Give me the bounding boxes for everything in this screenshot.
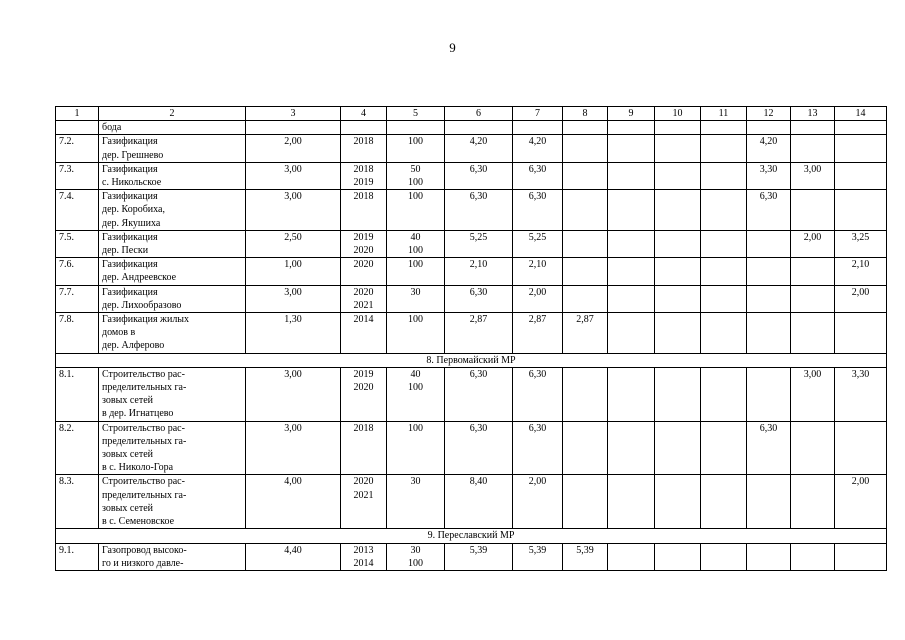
value-cell — [655, 258, 701, 285]
table-body — [56, 121, 887, 571]
row-number-cell: 7.8. — [56, 313, 99, 354]
value-cell: 6,30 — [747, 421, 791, 475]
value-cell: 6,30 — [513, 190, 563, 231]
column-header: 11 — [701, 107, 747, 121]
value-cell — [747, 367, 791, 421]
object-name-cell: Газификация дер. Андреевское — [99, 258, 246, 285]
value-cell: 6,30 — [513, 162, 563, 189]
object-name-cell: бода — [99, 121, 246, 135]
value-cell: 2,87 — [513, 313, 563, 354]
value-cell — [835, 190, 887, 231]
value-cell: 4,00 — [246, 475, 341, 529]
value-cell: 3,00 — [246, 421, 341, 475]
value-cell: 3,00 — [246, 190, 341, 231]
value-cell — [655, 313, 701, 354]
value-cell — [747, 230, 791, 257]
value-cell — [747, 313, 791, 354]
row-number-cell: 9.1. — [56, 543, 99, 570]
value-cell — [701, 313, 747, 354]
value-cell — [655, 421, 701, 475]
value-cell: 2,87 — [445, 313, 513, 354]
value-cell: 6,30 — [445, 421, 513, 475]
column-header: 2 — [99, 107, 246, 121]
value-cell: 2,00 — [835, 285, 887, 312]
value-cell — [835, 162, 887, 189]
value-cell: 2,00 — [513, 285, 563, 312]
value-cell — [563, 190, 608, 231]
value-cell — [513, 121, 563, 135]
value-cell — [791, 543, 835, 570]
table-row — [56, 135, 887, 162]
table-row — [56, 162, 887, 189]
value-cell — [791, 135, 835, 162]
value-cell — [791, 258, 835, 285]
value-cell: 50 100 — [387, 162, 445, 189]
value-cell: 100 — [387, 190, 445, 231]
value-cell: 6,30 — [445, 190, 513, 231]
value-cell: 100 — [387, 313, 445, 354]
value-cell: 4,20 — [445, 135, 513, 162]
value-cell — [791, 421, 835, 475]
value-cell — [608, 162, 655, 189]
column-header: 14 — [835, 107, 887, 121]
value-cell: 3,00 — [791, 162, 835, 189]
value-cell: 40 100 — [387, 367, 445, 421]
object-name-cell: Строительство рас- пределительных га- зовых сетей в с. Николо-Гора — [99, 421, 246, 475]
object-name-cell: Газификация жилых домов в дер. Алферово — [99, 313, 246, 354]
value-cell: 2020 2021 — [341, 475, 387, 529]
value-cell: 2019 2020 — [341, 230, 387, 257]
value-cell — [791, 313, 835, 354]
value-cell — [608, 367, 655, 421]
row-number-cell: 7.7. — [56, 285, 99, 312]
value-cell: 2014 — [341, 313, 387, 354]
value-cell — [563, 121, 608, 135]
object-name-cell: Газификация дер. Коробиха, дер. Якушиха — [99, 190, 246, 231]
value-cell: 5,39 — [445, 543, 513, 570]
value-cell — [608, 258, 655, 285]
value-cell: 8,40 — [445, 475, 513, 529]
value-cell: 100 — [387, 135, 445, 162]
column-header: 7 — [513, 107, 563, 121]
value-cell: 2,00 — [791, 230, 835, 257]
value-cell — [701, 367, 747, 421]
value-cell — [701, 285, 747, 312]
value-cell — [701, 135, 747, 162]
value-cell — [701, 190, 747, 231]
column-header: 13 — [791, 107, 835, 121]
value-cell: 6,30 — [445, 285, 513, 312]
value-cell — [791, 190, 835, 231]
value-cell — [701, 421, 747, 475]
value-cell — [835, 121, 887, 135]
table-row — [56, 421, 887, 475]
value-cell — [387, 121, 445, 135]
value-cell — [563, 162, 608, 189]
value-cell — [563, 230, 608, 257]
data-table — [55, 106, 887, 571]
value-cell — [563, 421, 608, 475]
value-cell: 5,39 — [563, 543, 608, 570]
value-cell — [563, 367, 608, 421]
value-cell: 2020 — [341, 258, 387, 285]
value-cell: 40 100 — [387, 230, 445, 257]
value-cell — [655, 230, 701, 257]
section-row — [56, 353, 887, 367]
value-cell — [341, 121, 387, 135]
row-number-cell — [56, 121, 99, 135]
value-cell — [835, 421, 887, 475]
table-row — [56, 230, 887, 257]
object-name-cell: Газификация дер. Грешнево — [99, 135, 246, 162]
object-name-cell: Строительство рас- пределительных га- зовых сетей в с. Семеновское — [99, 475, 246, 529]
value-cell: 1,00 — [246, 258, 341, 285]
value-cell: 100 — [387, 258, 445, 285]
column-header: 12 — [747, 107, 791, 121]
value-cell: 2020 2021 — [341, 285, 387, 312]
value-cell — [701, 258, 747, 285]
object-name-cell: Газификация дер. Лихообразово — [99, 285, 246, 312]
value-cell — [747, 121, 791, 135]
object-name-cell: Газопровод высоко- го и низкого давле- — [99, 543, 246, 570]
value-cell — [747, 475, 791, 529]
value-cell: 1,30 — [246, 313, 341, 354]
value-cell: 30 100 — [387, 543, 445, 570]
value-cell — [655, 135, 701, 162]
value-cell — [563, 135, 608, 162]
value-cell — [655, 121, 701, 135]
value-cell — [747, 285, 791, 312]
row-number-cell: 7.3. — [56, 162, 99, 189]
value-cell — [701, 230, 747, 257]
value-cell: 2018 — [341, 135, 387, 162]
column-header: 5 — [387, 107, 445, 121]
table-row — [56, 313, 887, 354]
section-title: 8. Первомайский МР — [56, 353, 887, 367]
value-cell — [747, 543, 791, 570]
column-header: 10 — [655, 107, 701, 121]
value-cell — [835, 313, 887, 354]
value-cell — [608, 475, 655, 529]
value-cell: 6,30 — [445, 162, 513, 189]
value-cell: 30 — [387, 475, 445, 529]
table-row — [56, 258, 887, 285]
value-cell: 4,20 — [513, 135, 563, 162]
value-cell — [608, 135, 655, 162]
table-row — [56, 190, 887, 231]
value-cell — [655, 190, 701, 231]
value-cell — [701, 543, 747, 570]
value-cell — [835, 135, 887, 162]
column-header: 6 — [445, 107, 513, 121]
value-cell: 2,87 — [563, 313, 608, 354]
table-row — [56, 543, 887, 570]
value-cell — [563, 258, 608, 285]
value-cell — [445, 121, 513, 135]
value-cell: 3,30 — [747, 162, 791, 189]
row-number-cell: 7.5. — [56, 230, 99, 257]
value-cell: 2,50 — [246, 230, 341, 257]
column-header: 8 — [563, 107, 608, 121]
value-cell: 3,30 — [835, 367, 887, 421]
object-name-cell: Строительство рас- пределительных га- зовых сетей в дер. Игнатцево — [99, 367, 246, 421]
row-number-cell: 8.3. — [56, 475, 99, 529]
value-cell: 6,30 — [513, 367, 563, 421]
row-number-cell: 8.2. — [56, 421, 99, 475]
table-row — [56, 285, 887, 312]
value-cell — [608, 190, 655, 231]
column-header: 3 — [246, 107, 341, 121]
value-cell: 4,20 — [747, 135, 791, 162]
value-cell — [791, 121, 835, 135]
value-cell: 5,25 — [513, 230, 563, 257]
value-cell: 2,10 — [445, 258, 513, 285]
value-cell: 6,30 — [747, 190, 791, 231]
value-cell: 2018 — [341, 190, 387, 231]
value-cell — [655, 475, 701, 529]
value-cell: 2018 2019 — [341, 162, 387, 189]
value-cell: 30 — [387, 285, 445, 312]
value-cell: 3,00 — [246, 162, 341, 189]
value-cell: 3,00 — [246, 285, 341, 312]
value-cell — [608, 543, 655, 570]
header-row — [56, 107, 887, 121]
value-cell: 2013 2014 — [341, 543, 387, 570]
value-cell — [701, 475, 747, 529]
value-cell — [563, 285, 608, 312]
object-name-cell: Газификация дер. Пески — [99, 230, 246, 257]
table-row — [56, 367, 887, 421]
value-cell: 2019 2020 — [341, 367, 387, 421]
value-cell: 6,30 — [445, 367, 513, 421]
column-header: 9 — [608, 107, 655, 121]
value-cell — [608, 313, 655, 354]
page-number: 9 — [449, 40, 456, 55]
value-cell: 2,10 — [513, 258, 563, 285]
value-cell — [608, 421, 655, 475]
value-cell — [655, 285, 701, 312]
value-cell: 2,00 — [835, 475, 887, 529]
row-number-cell: 7.4. — [56, 190, 99, 231]
value-cell — [701, 121, 747, 135]
value-cell: 3,00 — [246, 367, 341, 421]
value-cell: 2,10 — [835, 258, 887, 285]
value-cell: 2018 — [341, 421, 387, 475]
value-cell: 100 — [387, 421, 445, 475]
value-cell: 5,39 — [513, 543, 563, 570]
value-cell — [655, 162, 701, 189]
value-cell: 3,25 — [835, 230, 887, 257]
object-name-cell: Газификация с. Никольское — [99, 162, 246, 189]
value-cell: 2,00 — [246, 135, 341, 162]
section-row — [56, 529, 887, 543]
value-cell — [563, 475, 608, 529]
value-cell — [701, 162, 747, 189]
value-cell — [655, 543, 701, 570]
value-cell — [608, 121, 655, 135]
value-cell — [246, 121, 341, 135]
row-number-cell: 8.1. — [56, 367, 99, 421]
section-title: 9. Переславский МР — [56, 529, 887, 543]
value-cell — [791, 285, 835, 312]
value-cell: 3,00 — [791, 367, 835, 421]
row-number-cell: 7.6. — [56, 258, 99, 285]
row-number-cell: 7.2. — [56, 135, 99, 162]
value-cell — [608, 230, 655, 257]
value-cell — [835, 543, 887, 570]
value-cell: 2,00 — [513, 475, 563, 529]
value-cell — [655, 367, 701, 421]
value-cell — [747, 258, 791, 285]
value-cell: 5,25 — [445, 230, 513, 257]
value-cell — [608, 285, 655, 312]
column-header: 4 — [341, 107, 387, 121]
table-row — [56, 121, 887, 135]
column-header: 1 — [56, 107, 99, 121]
table-row — [56, 475, 887, 529]
value-cell — [791, 475, 835, 529]
value-cell: 6,30 — [513, 421, 563, 475]
value-cell: 4,40 — [246, 543, 341, 570]
